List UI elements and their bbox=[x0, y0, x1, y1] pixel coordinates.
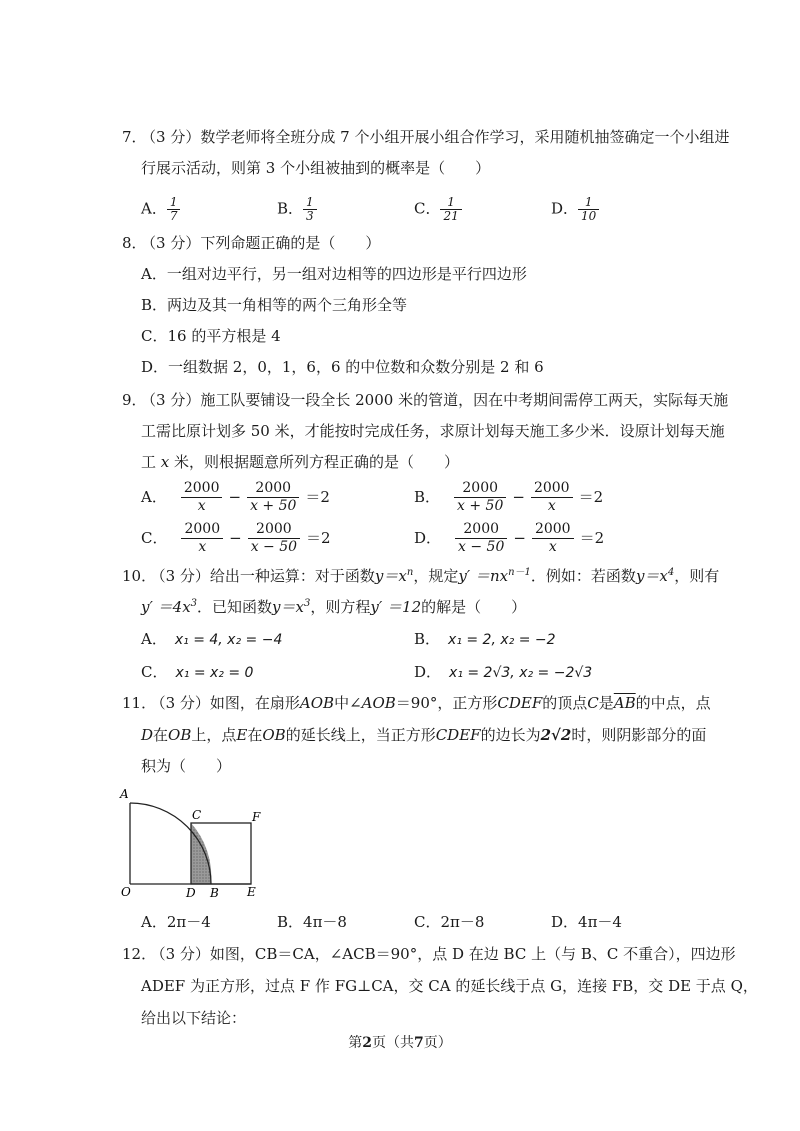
q11-text: （3 分）如图，在扇形 bbox=[158, 694, 300, 712]
q7-line1 bbox=[122, 127, 729, 147]
q11-text: 的中点，点 bbox=[635, 694, 711, 712]
numerator: 1 bbox=[440, 196, 461, 210]
q10-math-base: y′ ＝nx bbox=[458, 567, 509, 585]
q9-line1 bbox=[122, 390, 728, 410]
q8-option-a: A．一组对边平行，另一组对边相等的四边形是平行四边形 bbox=[141, 265, 527, 283]
q10-option-d bbox=[414, 662, 592, 683]
q12-line2: ADEF 为正方形，过点 F 作 FG⊥CA，交 CA 的延长线于点 G，连接 FB，交 DE 于点 Q， bbox=[141, 977, 758, 995]
q12-line1 bbox=[122, 944, 736, 964]
numerator: 1 bbox=[167, 196, 181, 210]
q11-option-a-label: A． bbox=[141, 913, 167, 931]
q11-math: CDEF bbox=[435, 726, 481, 744]
equals-two: ＝2 bbox=[306, 528, 331, 547]
q10-option-a bbox=[141, 629, 282, 650]
minus-sign: − bbox=[512, 487, 525, 506]
q11-figure bbox=[118, 784, 298, 899]
q9-b-fraction-2 bbox=[531, 480, 573, 515]
q7-option-b-fraction bbox=[303, 196, 317, 223]
denominator: x + 50 bbox=[457, 498, 504, 514]
numerator: 2000 bbox=[181, 480, 223, 498]
q11-arc-ab: $\overline{AB}$ bbox=[613, 694, 636, 712]
q12-number: 12． bbox=[122, 945, 157, 963]
q11-number: 11． bbox=[122, 694, 157, 712]
q11-text: 是 bbox=[598, 694, 614, 712]
q10-math-base: y＝x bbox=[374, 567, 407, 585]
q10-option-b-label: B． bbox=[414, 630, 441, 648]
q7-option-a bbox=[141, 196, 180, 223]
q10-math-base: y′ ＝4x bbox=[141, 598, 191, 616]
numerator: 2000 bbox=[181, 521, 223, 539]
q9-option-a-label: A． bbox=[141, 487, 167, 506]
q11-math: OB bbox=[168, 726, 192, 744]
q11-option-c bbox=[414, 912, 484, 932]
q9-stem-1: （3 分）施工队要铺设一段全长 2000 米的管道，因在中考期间需停工两天，实际每天施 bbox=[148, 391, 729, 409]
denominator: x bbox=[198, 539, 207, 555]
q8-stem-text: （3 分）下列命题正确的是（ ） bbox=[148, 234, 381, 252]
q10-line2 bbox=[141, 597, 526, 617]
q10-text: ．已知函数 bbox=[197, 598, 273, 616]
page-number: 2 bbox=[362, 1035, 372, 1051]
q10-option-b-text: x₁ = 2, x₂ = −2 bbox=[448, 632, 556, 648]
q10-option-d-label: D． bbox=[414, 663, 442, 681]
q11-text: 的延长线上，当正方形 bbox=[285, 726, 436, 744]
label-d: D bbox=[186, 886, 196, 899]
q7-stem-1: （3 分）数学老师将全班分成 7 个小组开展小组合作学习，采用随机抽签确定一个小组进 bbox=[148, 128, 730, 146]
q10-option-a-text: x₁ = 4, x₂ = −4 bbox=[174, 632, 283, 648]
q10-math-sup: n bbox=[406, 567, 414, 578]
q11-text: 的边长为 bbox=[480, 726, 541, 744]
q10-text: 的解是（ ） bbox=[421, 598, 527, 616]
q9-a-fraction-2 bbox=[247, 480, 299, 515]
denominator: x + 50 bbox=[250, 498, 297, 514]
minus-sign: − bbox=[513, 528, 526, 547]
denominator: 10 bbox=[581, 209, 597, 223]
q10-option-d-text: x₁ = 2√3, x₂ = −2√3 bbox=[449, 665, 593, 681]
q9-option-c bbox=[141, 521, 337, 556]
q10-math bbox=[375, 567, 413, 585]
q10-math bbox=[272, 598, 310, 616]
q9-option-d-label: D． bbox=[414, 528, 442, 547]
q10-math bbox=[458, 567, 531, 585]
q10-line1 bbox=[122, 566, 719, 586]
shaded-region bbox=[191, 823, 211, 884]
q9-option-d bbox=[414, 521, 610, 556]
numerator: 2000 bbox=[531, 480, 573, 498]
q10-number: 10． bbox=[122, 567, 157, 585]
q11-math: AOB bbox=[299, 694, 335, 712]
numerator: 2000 bbox=[454, 480, 506, 498]
q9-stem-3a: 工 bbox=[141, 453, 157, 471]
q10-text: （3 分）给出一种运算：对于函数 bbox=[158, 567, 375, 585]
numerator: 2000 bbox=[248, 521, 300, 539]
q8-option-b: B．两边及其一角相等的两个三角形全等 bbox=[141, 296, 408, 314]
page-footer bbox=[0, 1032, 800, 1052]
q11-option-d-label: D． bbox=[551, 913, 579, 931]
q11-text: ＝90°，正方形 bbox=[395, 694, 498, 712]
equals-two: ＝2 bbox=[579, 528, 605, 547]
q10-math-sup: 3 bbox=[190, 598, 198, 609]
q11-side-length: 2√2 bbox=[540, 726, 572, 744]
label-e: E bbox=[247, 885, 256, 899]
q10-option-c-label: C． bbox=[141, 663, 168, 681]
q11-text: 中∠ bbox=[334, 694, 362, 712]
label-o: O bbox=[121, 885, 131, 899]
q7-option-d-label: D． bbox=[551, 199, 579, 218]
denominator: 21 bbox=[443, 209, 459, 223]
q11-option-b-label: B． bbox=[277, 913, 304, 931]
numerator: 1 bbox=[578, 196, 599, 210]
q7-line2: 行展示活动，则第 3 个小组被抽到的概率是（ ） bbox=[141, 159, 491, 177]
q10-math bbox=[636, 567, 674, 585]
minus-sign: − bbox=[229, 528, 242, 547]
denominator: x − 50 bbox=[250, 539, 298, 555]
q9-d-fraction-2 bbox=[532, 521, 574, 556]
q9-option-a bbox=[141, 480, 336, 515]
q10-math-base: y＝x bbox=[635, 567, 668, 585]
q7-option-b bbox=[277, 196, 317, 223]
q7-option-a-label: A． bbox=[141, 199, 167, 218]
q10-option-b bbox=[414, 629, 556, 650]
minus-sign: − bbox=[228, 487, 242, 506]
q12-stem-1: （3 分）如图，CB＝CA，∠ACB＝90°，点 D 在边 BC 上（与 B、C 不重合），四边形 bbox=[158, 945, 736, 963]
q11-math: AOB bbox=[361, 694, 396, 712]
q11-math: E bbox=[236, 726, 248, 744]
q11-text: 时，则阴影部分的面 bbox=[571, 726, 707, 744]
footer-text: 第 bbox=[348, 1035, 363, 1051]
q7-option-d-fraction bbox=[578, 196, 599, 223]
q9-line2: 工需比原计划多 50 米，才能按时完成任务，求原计划每天施工多少米．设原计划每天施 bbox=[141, 422, 725, 440]
denominator: x bbox=[548, 539, 557, 555]
numerator: 1 bbox=[303, 196, 317, 210]
denominator: x − 50 bbox=[458, 539, 505, 555]
q11-option-d bbox=[551, 912, 622, 932]
q9-number: 9． bbox=[122, 391, 147, 409]
label-a: A bbox=[120, 787, 129, 801]
q8-number: 8． bbox=[122, 234, 147, 252]
q9-option-c-label: C． bbox=[141, 528, 168, 547]
q9-c-fraction-1 bbox=[181, 521, 223, 556]
q11-math: D bbox=[141, 726, 154, 744]
q10-math-sup: n－1 bbox=[508, 567, 531, 578]
q10-option-a-label: A． bbox=[141, 630, 167, 648]
q9-option-b bbox=[414, 480, 609, 515]
q11-line2 bbox=[141, 725, 706, 745]
numerator: 2000 bbox=[532, 521, 574, 539]
q10-math bbox=[141, 598, 197, 616]
q11-math: C bbox=[587, 694, 599, 712]
q11-option-c-text: 2π－8 bbox=[440, 913, 485, 931]
denominator: x bbox=[197, 498, 206, 514]
equals-two: ＝2 bbox=[578, 487, 604, 506]
q11-text: 上，点 bbox=[191, 726, 237, 744]
q9-option-b-label: B． bbox=[414, 487, 441, 506]
q11-text: 的顶点 bbox=[542, 694, 588, 712]
q10-option-c bbox=[141, 662, 253, 683]
q9-d-fraction-1 bbox=[455, 521, 507, 556]
q10-text: ．例如：若函数 bbox=[530, 567, 636, 585]
label-c: C bbox=[192, 808, 202, 822]
q10-text: ，则方程 bbox=[310, 598, 371, 616]
q8-option-d: D．一组数据 2，0，1，6，6 的中位数和众数分别是 2 和 6 bbox=[141, 358, 544, 376]
q7-option-d bbox=[551, 196, 599, 223]
q9-b-fraction-1 bbox=[454, 480, 506, 515]
q11-line1 bbox=[122, 693, 711, 713]
denominator: 7 bbox=[169, 209, 178, 223]
q11-option-d-text: 4π－4 bbox=[578, 913, 622, 931]
q9-stem-3b: 米，则根据题意所列方程正确的是（ ） bbox=[174, 453, 460, 471]
q11-option-c-label: C． bbox=[414, 913, 441, 931]
q9-variable: x bbox=[160, 453, 170, 471]
q10-math-base: y＝x bbox=[272, 598, 304, 616]
q10-math-sup: 4 bbox=[667, 567, 675, 578]
q8-option-c: C．16 的平方根是 4 bbox=[141, 327, 281, 345]
q11-math: OB bbox=[262, 726, 286, 744]
q7-option-b-label: B． bbox=[277, 199, 304, 218]
q7-option-c-fraction bbox=[440, 196, 461, 223]
footer-text: 页（共 bbox=[372, 1035, 414, 1051]
footer-text: 页） bbox=[423, 1035, 452, 1051]
q8-stem bbox=[122, 233, 380, 253]
label-f: F bbox=[252, 810, 261, 824]
q10-math: y′ ＝12 bbox=[370, 598, 422, 616]
page-total: 7 bbox=[414, 1035, 424, 1051]
q11-option-a-text: 2π－4 bbox=[166, 913, 211, 931]
q11-option-a bbox=[141, 912, 211, 932]
denominator: x bbox=[547, 498, 556, 514]
denominator: 3 bbox=[306, 209, 314, 223]
numerator: 2000 bbox=[247, 480, 299, 498]
q9-c-fraction-2 bbox=[248, 521, 300, 556]
q10-text: ，规定 bbox=[413, 567, 459, 585]
q11-option-b-text: 4π－8 bbox=[303, 913, 347, 931]
q7-option-a-fraction bbox=[167, 196, 181, 223]
q7-number: 7． bbox=[122, 128, 147, 146]
label-b: B bbox=[210, 886, 219, 899]
q10-option-c-text: x₁ = x₂ = 0 bbox=[175, 665, 254, 681]
q11-math: CDEF bbox=[497, 694, 543, 712]
equals-two: ＝2 bbox=[305, 487, 330, 506]
q7-option-c-label: C． bbox=[414, 199, 441, 218]
q7-option-c bbox=[414, 196, 462, 223]
q11-option-b bbox=[277, 912, 347, 932]
numerator: 2000 bbox=[455, 521, 507, 539]
q9-a-fraction-1 bbox=[181, 480, 223, 515]
q12-line3: 给出以下结论： bbox=[141, 1009, 247, 1027]
q10-math-sup: 3 bbox=[303, 598, 311, 609]
q9-line3 bbox=[141, 452, 459, 472]
q11-line3: 积为（ ） bbox=[141, 757, 232, 775]
q11-text: 在 bbox=[153, 726, 169, 744]
q11-text: 在 bbox=[247, 726, 263, 744]
q10-text: ，则有 bbox=[674, 567, 720, 585]
